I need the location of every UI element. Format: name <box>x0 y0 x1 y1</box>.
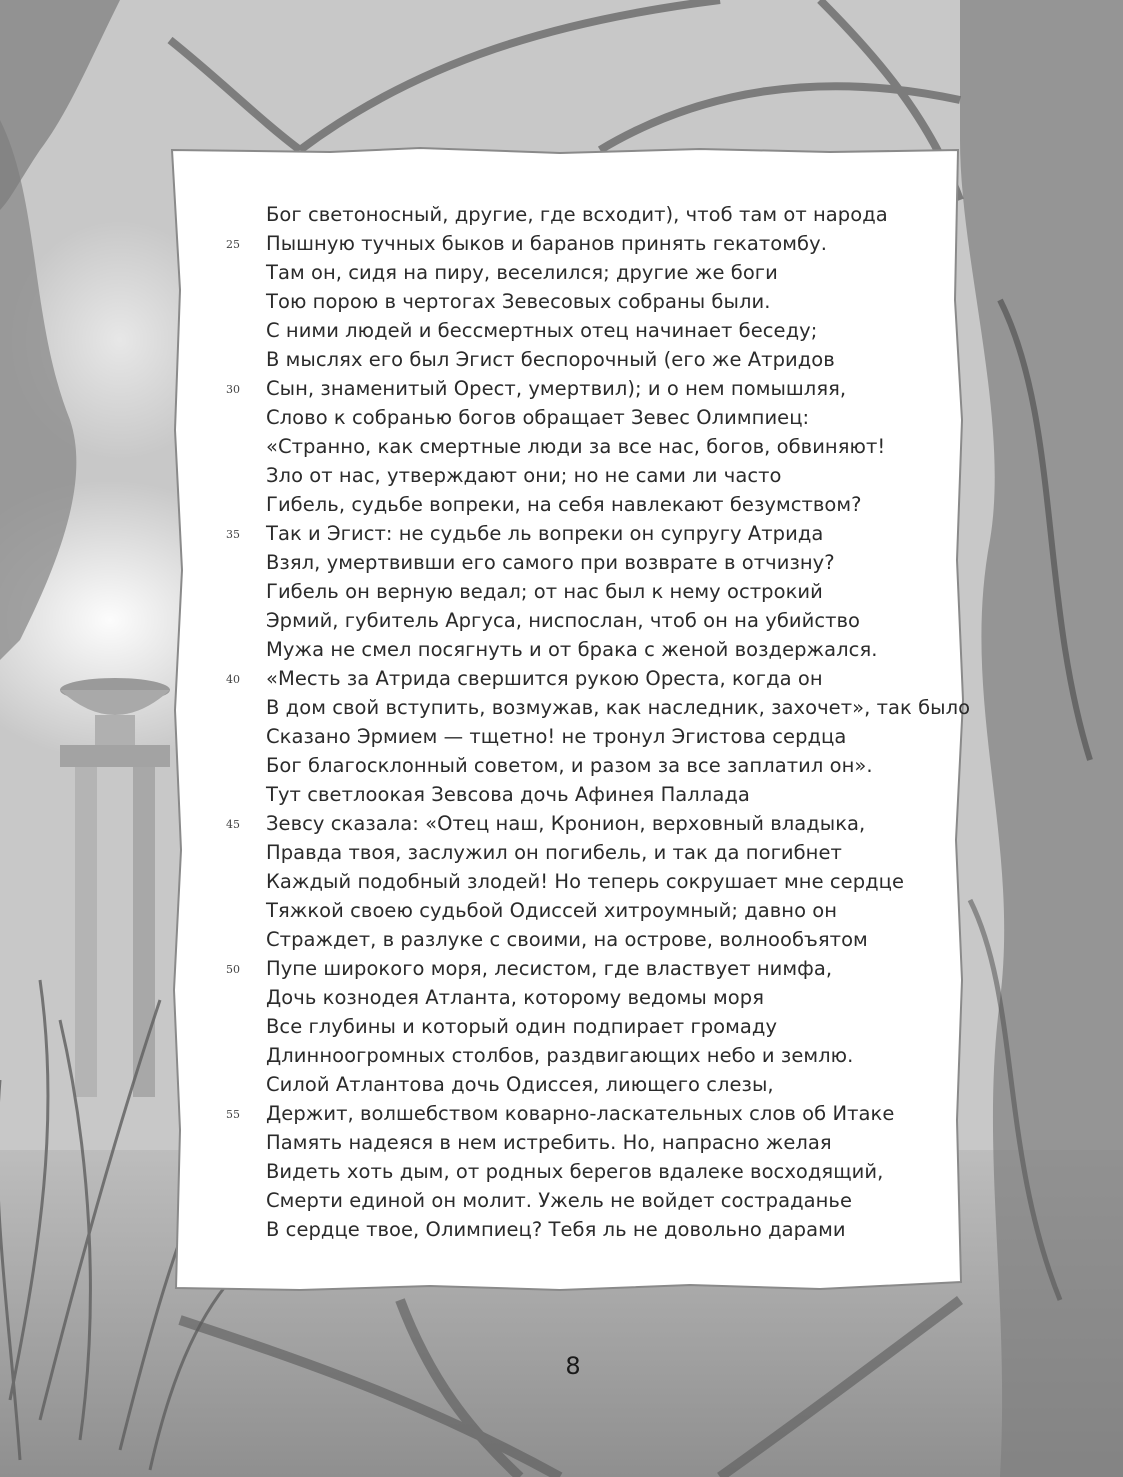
poem-line: Каждый подобный злодей! Но теперь сокрушает мне сердце <box>266 870 905 893</box>
poem-line: «Месть за Атрида свершится рукою Ореста, когда он <box>266 667 823 690</box>
poem-line: Длинноогромных столбов, раздвигающих небо и землю. <box>266 1044 854 1067</box>
line-number: 45 <box>226 818 240 831</box>
line-number: 55 <box>226 1108 240 1121</box>
poem-line: Слово к собранью богов обращает Зевес Олимпиец: <box>266 406 810 429</box>
poem-line: В сердце твое, Олимпиец? Тебя ль не довольно дарами <box>266 1218 846 1241</box>
poem-line: Дочь кознодея Атланта, которому ведомы моря <box>266 986 764 1009</box>
line-number: 50 <box>226 963 240 976</box>
poem-line: С ними людей и бессмертных отец начинает беседу; <box>266 319 818 342</box>
poem-line: Все глубины и который один подпирает громаду <box>266 1015 778 1038</box>
poem-line: Зевсу сказала: «Отец наш, Кронион, верховный владыка, <box>266 812 866 835</box>
poem-line: Взял, умертвивши его самого при возврате в отчизну? <box>266 551 835 574</box>
poem-line: Бог светоносный, другие, где всходит), чтоб там от народа <box>266 203 888 226</box>
poem-line: Тяжкой своею судьбой Одиссей хитроумный; давно он <box>266 899 838 922</box>
line-number: 35 <box>226 528 240 541</box>
poem-line: Видеть хоть дым, от родных берегов вдалеке восходящий, <box>266 1160 884 1183</box>
poem-line: В дом свой вступить, возмужав, как наследник, захочет», так было <box>266 696 971 719</box>
poem-line: Смерти единой он молит. Ужель не войдет состраданье <box>266 1189 853 1212</box>
poem-line: Правда твоя, заслужил он погибель, и так да погибнет <box>266 841 842 864</box>
poem-line: Тут светлоокая Зевсова дочь Афинея Паллада <box>266 783 750 806</box>
line-number: 30 <box>226 383 240 396</box>
poem-line: Силой Атлантова дочь Одиссея, лиющего слезы, <box>266 1073 774 1096</box>
poem-line: Держит, волшебством коварно-ласкательных слов об Итаке <box>266 1102 895 1125</box>
poem-line: Пышную тучных быков и баранов принять гекатомбу. <box>266 232 827 255</box>
poem-line: Бог благосклонный советом, и разом за все заплатил он». <box>266 754 873 777</box>
poem-line: Гибель он верную ведал; от нас был к нему острокий <box>266 580 823 603</box>
poem-line: Сын, знаменитый Орест, умертвил); и о нем помышляя, <box>266 377 847 400</box>
poem-line: Память надеяся в нем истребить. Но, напрасно желая <box>266 1131 832 1154</box>
poem-line: Гибель, судьбе вопреки, на себя навлекают безумством? <box>266 493 862 516</box>
poem-line: Тою порою в чертогах Зевесовых собраны были. <box>266 290 771 313</box>
poem-line: Там он, сидя на пиру, веселился; другие же боги <box>266 261 778 284</box>
line-number: 25 <box>226 238 240 251</box>
poem-line: «Странно, как смертные люди за все нас, богов, обвиняют! <box>266 435 886 458</box>
poem-line: Сказано Эрмием — тщетно! не тронул Эгистова сердца <box>266 725 847 748</box>
poem-line: Страждет, в разлуке с своими, на острове, волнообъятом <box>266 928 868 951</box>
poem-line: В мыслях его был Эгист беспорочный (его же Атридов <box>266 348 835 371</box>
poem-line: Пупе широкого моря, лесистом, где властвует нимфа, <box>266 957 833 980</box>
line-number: 40 <box>226 673 240 686</box>
poem-line: Эрмий, губитель Аргуса, ниспослан, чтоб он на убийство <box>266 609 861 632</box>
poem-line: Мужа не смел посягнуть и от брака с женой воздержался. <box>266 638 878 661</box>
page-number: 8 <box>565 1352 581 1380</box>
poem-line: Зло от нас, утверждают они; но не сами ли часто <box>266 464 782 487</box>
poem-line: Так и Эгист: не судьбе ль вопреки он супругу Атрида <box>266 522 824 545</box>
